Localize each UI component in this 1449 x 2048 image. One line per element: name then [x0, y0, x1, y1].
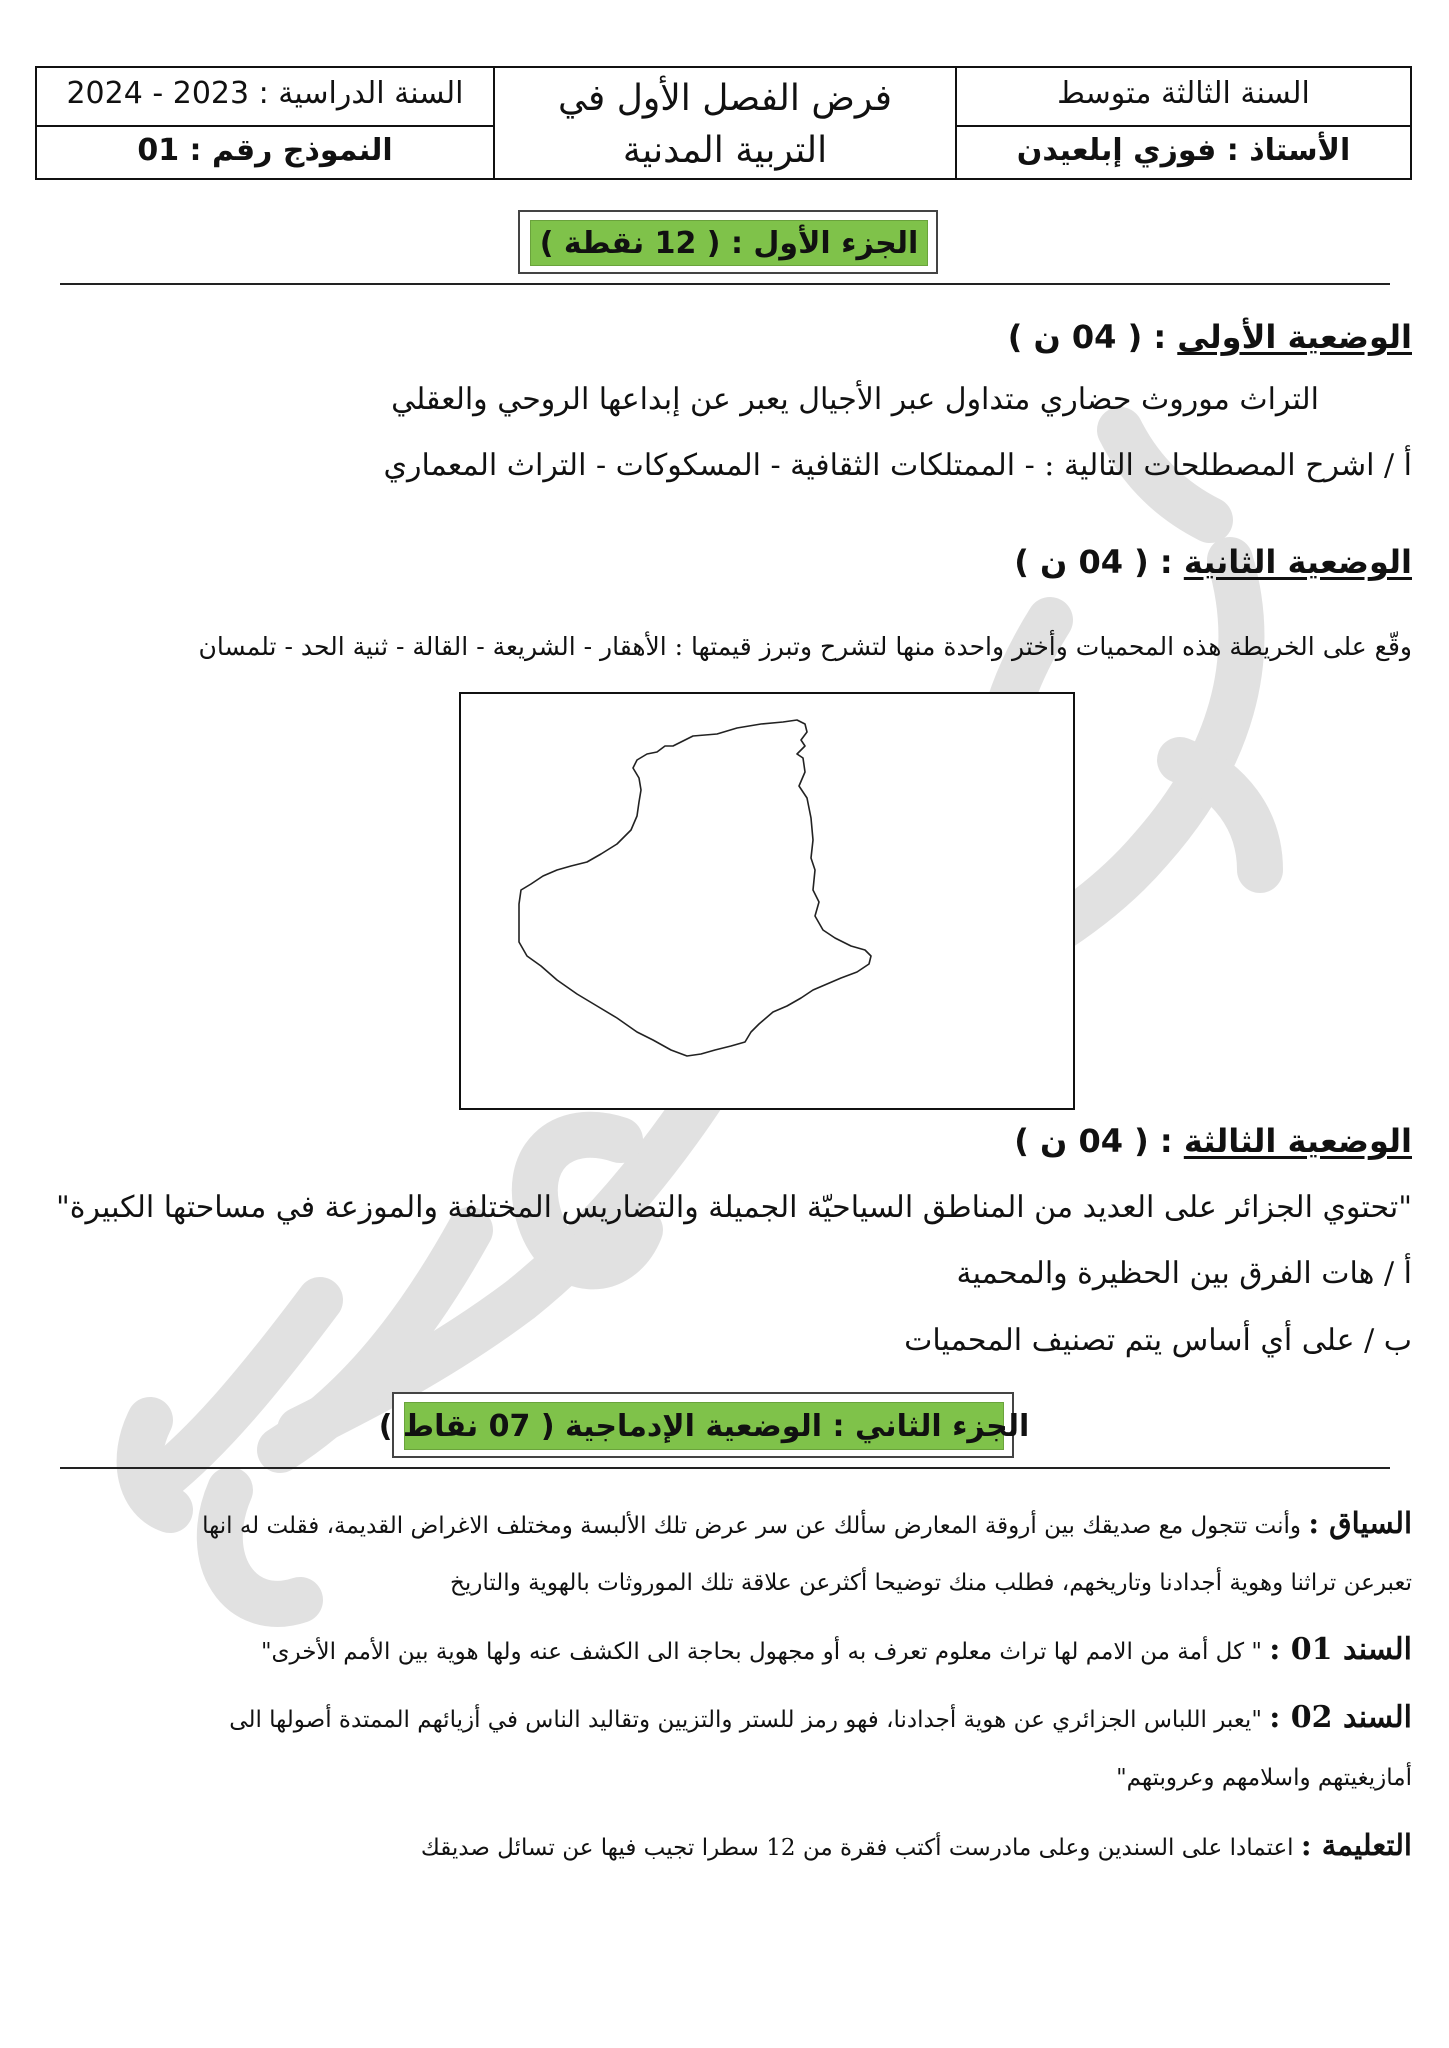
- context-paragraph-line1: [202, 1506, 1412, 1540]
- situation1-points: : ( 04 ن ): [1007, 318, 1167, 356]
- header-divider: [955, 125, 1410, 127]
- situation1-question: أ / اشرح المصطلحات التالية : - الممتلكات الثقافية - المسكوكات - التراث المعماري: [383, 448, 1412, 483]
- teacher-name: الأستاذ : فوزي إبلعيدن: [1016, 133, 1351, 168]
- context-label: السياق :: [1308, 1506, 1412, 1540]
- situation2-heading: [1014, 543, 1412, 581]
- algeria-map-frame: [459, 692, 1075, 1110]
- section-divider: [60, 1467, 1390, 1469]
- situation2-points: : ( 04 ن ): [1014, 543, 1173, 581]
- context-text-line2: تعبرعن تراثنا وهوية أجدادنا وتاريخهم، فطلب منك توضيحا أكثرعن علاقة تلك الموروثات بالهوية والتاريخ: [450, 1570, 1412, 1596]
- situation1-heading: [1008, 318, 1412, 356]
- document2-text-line2: أمازيغيتهم واسلامهم وعروبتهم": [1116, 1765, 1412, 1791]
- situation3-quote: "تحتوي الجزائر على العديد من المناطق السياحيّة الجميلة والتضاريس المختلفة والموزعة في مساحتها الكبيرة": [55, 1190, 1412, 1225]
- situation1-text: التراث موروث حضاري متداول عبر الأجيال يعبر عن إبداعها الروحي والعقلي: [391, 382, 1319, 417]
- algeria-outline: [519, 720, 871, 1056]
- instruction-paragraph: [421, 1828, 1412, 1862]
- context-text-line1: وأنت تتجول مع صديقك بين أروقة المعارض سألك عن سر عرض تلك الألبسة ومختلف الاغراض القديمة، فقلت له انها: [202, 1513, 1302, 1539]
- part1-banner: الجزء الأول : ( 12 نقطة ): [530, 220, 928, 266]
- situation3-title: الوضعية الثالثة: [1183, 1122, 1412, 1160]
- section-divider: [60, 283, 1390, 285]
- situation3-points: : ( 04 ن ): [1014, 1122, 1173, 1160]
- model-number: النموذج رقم : 01: [137, 133, 393, 168]
- document2-text-line1: "يعبر اللباس الجزائري عن هوية أجدادنا، فهو رمز للستر والتزيين وتقاليد الناس في أزيائهم الممتدة أصولها الى: [229, 1707, 1262, 1733]
- document1-label: السند 01 :: [1269, 1632, 1412, 1667]
- document1-paragraph: [261, 1632, 1412, 1667]
- situation3-question-b: ب / على أي أساس يتم تصنيف المحميات: [904, 1323, 1412, 1358]
- algeria-map: [461, 694, 1073, 1108]
- situation1-title: الوضعية الأولى: [1177, 318, 1412, 356]
- part2-banner: الجزء الثاني : الوضعية الإدماجية ( 07 نقاط ): [404, 1402, 1004, 1450]
- document2-label: السند 02 :: [1269, 1700, 1412, 1735]
- header-table: [35, 66, 1412, 180]
- exam-title-line1: فرض الفصل الأول في: [558, 78, 892, 119]
- situation2-title: الوضعية الثانية: [1183, 543, 1412, 581]
- school-year: السنة الدراسية : 2023 - 2024: [66, 76, 464, 111]
- level-label: السنة الثالثة متوسط: [1057, 76, 1310, 111]
- document2-paragraph-line1: [229, 1700, 1412, 1735]
- instruction-text: اعتمادا على السندين وعلى مادرست أكتب فقرة من 12 سطرا تجيب فيها عن تسائل صديقك: [420, 1835, 1294, 1861]
- exam-title-line2: التربية المدنية: [622, 130, 828, 171]
- instruction-label: التعليمة :: [1300, 1828, 1412, 1862]
- header-divider: [37, 125, 493, 127]
- situation2-question: وقّع على الخريطة هذه المحميات وأختر واحدة منها لتشرح وتبرز قيمتها : الأهقار - الشريعة - القالة - ثنية الحد - تلمسان: [198, 632, 1412, 661]
- situation3-question-a: أ / هات الفرق بين الحظيرة والمحمية: [956, 1256, 1412, 1291]
- document1-text: " كل أمة من الامم لها تراث معلوم تعرف به أو مجهول بحاجة الى الكشف عنه ولها هوية بين الأمم الأخرى": [260, 1639, 1262, 1665]
- situation3-heading: [1014, 1122, 1412, 1160]
